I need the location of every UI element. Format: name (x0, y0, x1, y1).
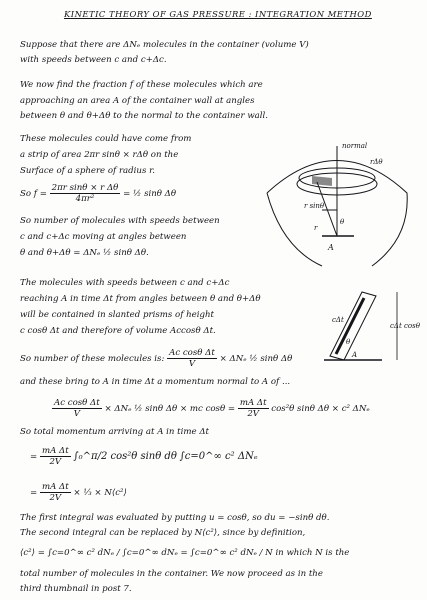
text-line: Suppose that there are ΔNₑ molecules in the container (volume V) (20, 40, 309, 50)
text-line: c and c+Δc moving at angles between (20, 232, 187, 242)
numerator: Ac cosθ Δt (54, 398, 100, 408)
text-line: So number of molecules with speeds between (20, 216, 220, 226)
text-line: We now find the fraction f of these molecules which are (20, 80, 263, 90)
total-momentum-equation: = $\frac{\text{mA Δt}}{2V}$ ∫₀^π/2 cos²θ sinθ dθ ∫c=0^∞ c² ΔNₑ (30, 446, 258, 467)
denominator: 2V (49, 457, 62, 467)
text-line: Surface of a sphere of radius r. (20, 166, 156, 176)
eq-rhs: × ΔNₑ ½ sinθ Δθ (219, 354, 293, 364)
text-line: and these bring to A in time Δt a momentum normal to A of ... (20, 377, 291, 387)
numerator: Ac cosθ Δt (169, 348, 215, 358)
text-line: reaching A in time Δt from angles between θ and θ+Δθ (20, 294, 261, 304)
definition-equation (20, 548, 349, 558)
text-line: The first integral was evaluated by putting u = cosθ, so du = −sinθ dθ. (20, 513, 330, 523)
fraction (40, 482, 71, 503)
fraction (50, 183, 121, 204)
numerator: mA Δt (41, 446, 69, 456)
numerator: 2πr sinθ × r Δθ (51, 183, 119, 193)
r-label: r (314, 224, 318, 232)
speed-integral: ∫c=0^∞ c² ΔNₑ (179, 451, 258, 462)
r-sin-label: r sinθ (304, 202, 325, 210)
text-line: θ and θ+Δθ = ΔNₑ ½ sinθ Δθ. (20, 248, 149, 258)
text-line: So total momentum arriving at A in time Δt (20, 427, 209, 437)
sphere-strip-diagram (262, 138, 412, 268)
text-line: These molecules could have come from (20, 134, 192, 144)
eq-rhs: = ½ sinθ Δθ (123, 189, 177, 199)
page-title: KINETIC THEORY OF GAS PRESSURE : INTEGRATION METHOD (64, 9, 372, 19)
denominator: V (188, 359, 196, 369)
denominator: 4πr² (75, 194, 95, 204)
momentum-equation (52, 398, 370, 419)
numerator: mA Δt (239, 398, 267, 408)
text-line: The molecules with speeds between c and c+Δc (20, 278, 230, 288)
eq-rhs: × ⅓ × N⟨c²⟩ (73, 488, 127, 498)
r-dtheta-label: rΔθ (370, 158, 383, 166)
A-label: A (328, 243, 334, 252)
numerator: mA Δt (41, 482, 69, 492)
text-line: a strip of area 2πr sinθ × rΔθ on the (20, 150, 179, 160)
mean-square-definition: ⟨c²⟩ = ∫c=0^∞ c² dNₑ / ∫c=0^∞ dNₑ = ∫c=0^∞ c² dNₑ / N (20, 548, 273, 558)
A-label: A (352, 351, 358, 359)
denominator: 2V (247, 409, 260, 419)
eq-lead: So number of these molecules is: (20, 354, 165, 364)
text-line: between θ and θ+Δθ to the normal to the container wall. (20, 111, 269, 121)
fraction (52, 398, 102, 419)
text-line: third thumbnail in post 7. (20, 584, 132, 594)
c-dt-cos-label: cΔt cosθ (390, 322, 420, 330)
eq-tail: in which N is the (275, 548, 350, 558)
result-equation: = $\frac{\text{mA Δt}}{2V}$ × ⅓ × N⟨c²⟩ (30, 482, 127, 503)
angular-integral: ∫₀^π/2 cos²θ sinθ dθ (73, 451, 177, 462)
eq-mid: × ΔNₑ ½ sinθ Δθ × mc cosθ = (104, 404, 236, 414)
text-line: c cosθ Δt and therefore of volume Accosθ Δt. (20, 326, 216, 336)
denominator: 2V (49, 493, 62, 503)
theta-label: θ (340, 218, 345, 226)
eq-rhs: cos²θ sinθ Δθ × c² ΔNₑ (271, 404, 370, 414)
text-line: will be contained in slanted prisms of height (20, 310, 214, 320)
fraction (167, 348, 217, 369)
c-dt-label: cΔt (332, 316, 344, 324)
text-line: with speeds between c and c+Δc. (20, 55, 167, 65)
text-line: approaching an area A of the container wall at angles (20, 96, 255, 106)
slanted-prism-diagram (322, 282, 422, 364)
fraction-equation (20, 183, 176, 204)
text-line: The second integral can be replaced by N⟨c²⟩, since by definition, (20, 528, 306, 538)
eq-lead: So f = (20, 189, 47, 199)
denominator: V (73, 409, 80, 419)
strip-element (312, 176, 332, 186)
fraction (238, 398, 269, 419)
text-line: total number of molecules in the container. We now proceed as in the (20, 569, 323, 579)
molecule-count-equation (20, 348, 292, 369)
fraction (40, 446, 71, 467)
theta-label: θ (346, 338, 351, 346)
normal-label: normal (342, 142, 368, 150)
